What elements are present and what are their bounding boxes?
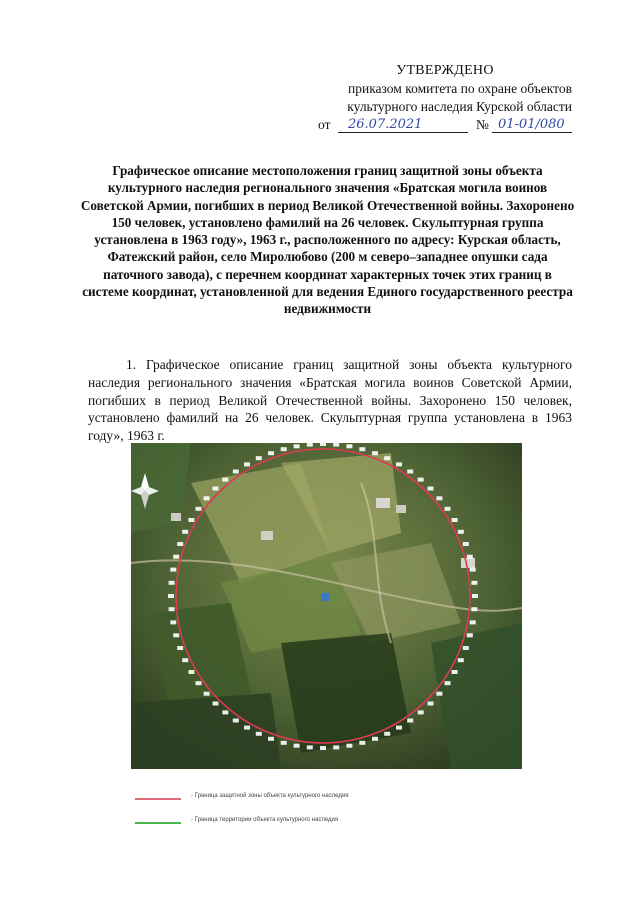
number-label: № — [476, 117, 489, 132]
date-label: от — [318, 117, 331, 132]
boundary-point-marker — [188, 670, 194, 674]
boundary-point-marker — [268, 451, 274, 455]
boundary-point-marker — [463, 646, 469, 650]
boundary-point-marker — [281, 447, 287, 451]
boundary-point-marker — [294, 744, 300, 748]
boundary-point-marker — [467, 633, 473, 637]
boundary-point-marker — [436, 496, 442, 500]
boundary-point-marker — [256, 456, 262, 460]
boundary-point-marker — [170, 568, 176, 572]
boundary-point-marker — [359, 741, 365, 745]
date-value: 26.07.2021 — [348, 117, 423, 132]
boundary-point-marker — [418, 478, 424, 482]
building — [396, 505, 406, 513]
boundary-point-marker — [445, 507, 451, 511]
boundary-point-marker — [359, 447, 365, 451]
boundary-point-marker — [173, 633, 179, 637]
satellite-map — [131, 443, 522, 769]
boundary-point-marker — [222, 478, 228, 482]
boundary-point-marker — [458, 530, 464, 534]
boundary-point-marker — [213, 702, 219, 706]
boundary-point-marker — [222, 710, 228, 714]
boundary-point-marker — [470, 620, 476, 624]
boundary-point-marker — [384, 456, 390, 460]
boundary-point-marker — [170, 620, 176, 624]
boundary-point-marker — [177, 542, 183, 546]
boundary-point-marker — [256, 732, 262, 736]
boundary-point-marker — [407, 470, 413, 474]
boundary-point-marker — [204, 496, 210, 500]
boundary-point-marker — [168, 594, 174, 598]
boundary-point-marker — [320, 443, 326, 446]
boundary-point-marker — [233, 470, 239, 474]
boundary-point-marker — [196, 681, 202, 685]
boundary-point-marker — [472, 594, 478, 598]
boundary-point-marker — [320, 746, 326, 750]
legend-swatch-territory — [135, 822, 181, 824]
boundary-point-marker — [233, 719, 239, 723]
building — [376, 498, 390, 508]
boundary-point-marker — [407, 719, 413, 723]
boundary-point-marker — [244, 726, 250, 730]
boundary-point-marker — [463, 542, 469, 546]
boundary-point-marker — [396, 462, 402, 466]
legend-label-territory: - Граница территории объекта культурного наследия — [191, 817, 339, 823]
legend-swatch-protective-zone — [135, 798, 181, 800]
approval-line-1: приказом комитета по охране объектов — [348, 81, 572, 96]
boundary-point-marker — [196, 507, 202, 511]
tree-area — [281, 633, 411, 753]
legend-item-protective-zone — [135, 792, 435, 816]
boundary-point-marker — [428, 702, 434, 706]
boundary-point-marker — [445, 681, 451, 685]
boundary-point-marker — [307, 443, 313, 447]
boundary-point-marker — [173, 555, 179, 559]
number-value: 01-01/080 — [498, 117, 565, 132]
approval-line-2: культурного наследия Курской области — [347, 99, 572, 114]
boundary-point-marker — [307, 745, 313, 749]
boundary-point-marker — [346, 444, 352, 448]
boundary-point-marker — [268, 737, 274, 741]
approval-date-row — [300, 116, 600, 136]
boundary-point-marker — [169, 607, 175, 611]
boundary-point-marker — [372, 737, 378, 741]
boundary-point-marker — [188, 518, 194, 522]
boundary-point-marker — [418, 710, 424, 714]
map-legend — [135, 792, 435, 840]
boundary-point-marker — [244, 462, 250, 466]
building — [171, 513, 181, 521]
boundary-point-marker — [471, 607, 477, 611]
boundary-point-marker — [182, 530, 188, 534]
boundary-point-marker — [333, 745, 339, 749]
boundary-point-marker — [458, 658, 464, 662]
building — [461, 558, 475, 568]
boundary-point-marker — [204, 692, 210, 696]
legend-item-territory — [135, 816, 435, 840]
boundary-point-marker — [467, 555, 473, 559]
tree-area — [131, 693, 281, 769]
boundary-point-marker — [452, 518, 458, 522]
building — [321, 593, 330, 601]
approval-stamp — [300, 62, 600, 136]
paragraph-1: 1. Графическое описание границ защитной зоны объекта культурного наследия регионального значения «Братская могила воинов Советской Армии, погибших в период Великой Отечественной войны. Захоронено 150 человек, установлено фамилий на 26 человек. Скульптурная группа установлена в 1963 году», 1963 г. — [88, 357, 572, 444]
boundary-point-marker — [436, 692, 442, 696]
boundary-point-marker — [384, 732, 390, 736]
boundary-point-marker — [471, 581, 477, 585]
boundary-point-marker — [294, 444, 300, 448]
boundary-point-marker — [396, 726, 402, 730]
boundary-point-marker — [346, 744, 352, 748]
boundary-point-marker — [182, 658, 188, 662]
boundary-point-marker — [333, 443, 339, 447]
map-svg — [131, 443, 522, 769]
boundary-point-marker — [177, 646, 183, 650]
boundary-point-marker — [452, 670, 458, 674]
boundary-point-marker — [428, 487, 434, 491]
boundary-point-marker — [470, 568, 476, 572]
legend-label-protective-zone: - Граница защитной зоны объекта культурного наследия — [191, 793, 349, 799]
boundary-point-marker — [281, 741, 287, 745]
document-heading: Графическое описание местоположения границ защитной зоны объекта культурного наследия регионального значения «Братская могила воинов Советской Армии, погибших в период Великой Отечественной войны. Захоронено 150 человек, установлено фамилий на 26 человек. Скульптурная группа установлена в 1963 году», 1963 г., расположенного по адресу: Курская область, Фатежский район, село Миролюбово (200 м северо–западнее опушки сада паточного завода), с перечнем координат характерных точек этих границ в системе координат, установленной для ведения Единого государственного реестра недвижимости — [80, 163, 575, 317]
building — [261, 531, 273, 540]
boundary-point-marker — [213, 487, 219, 491]
boundary-point-marker — [372, 451, 378, 455]
boundary-point-marker — [169, 581, 175, 585]
approval-title: УТВЕРЖДЕНО — [396, 63, 494, 78]
